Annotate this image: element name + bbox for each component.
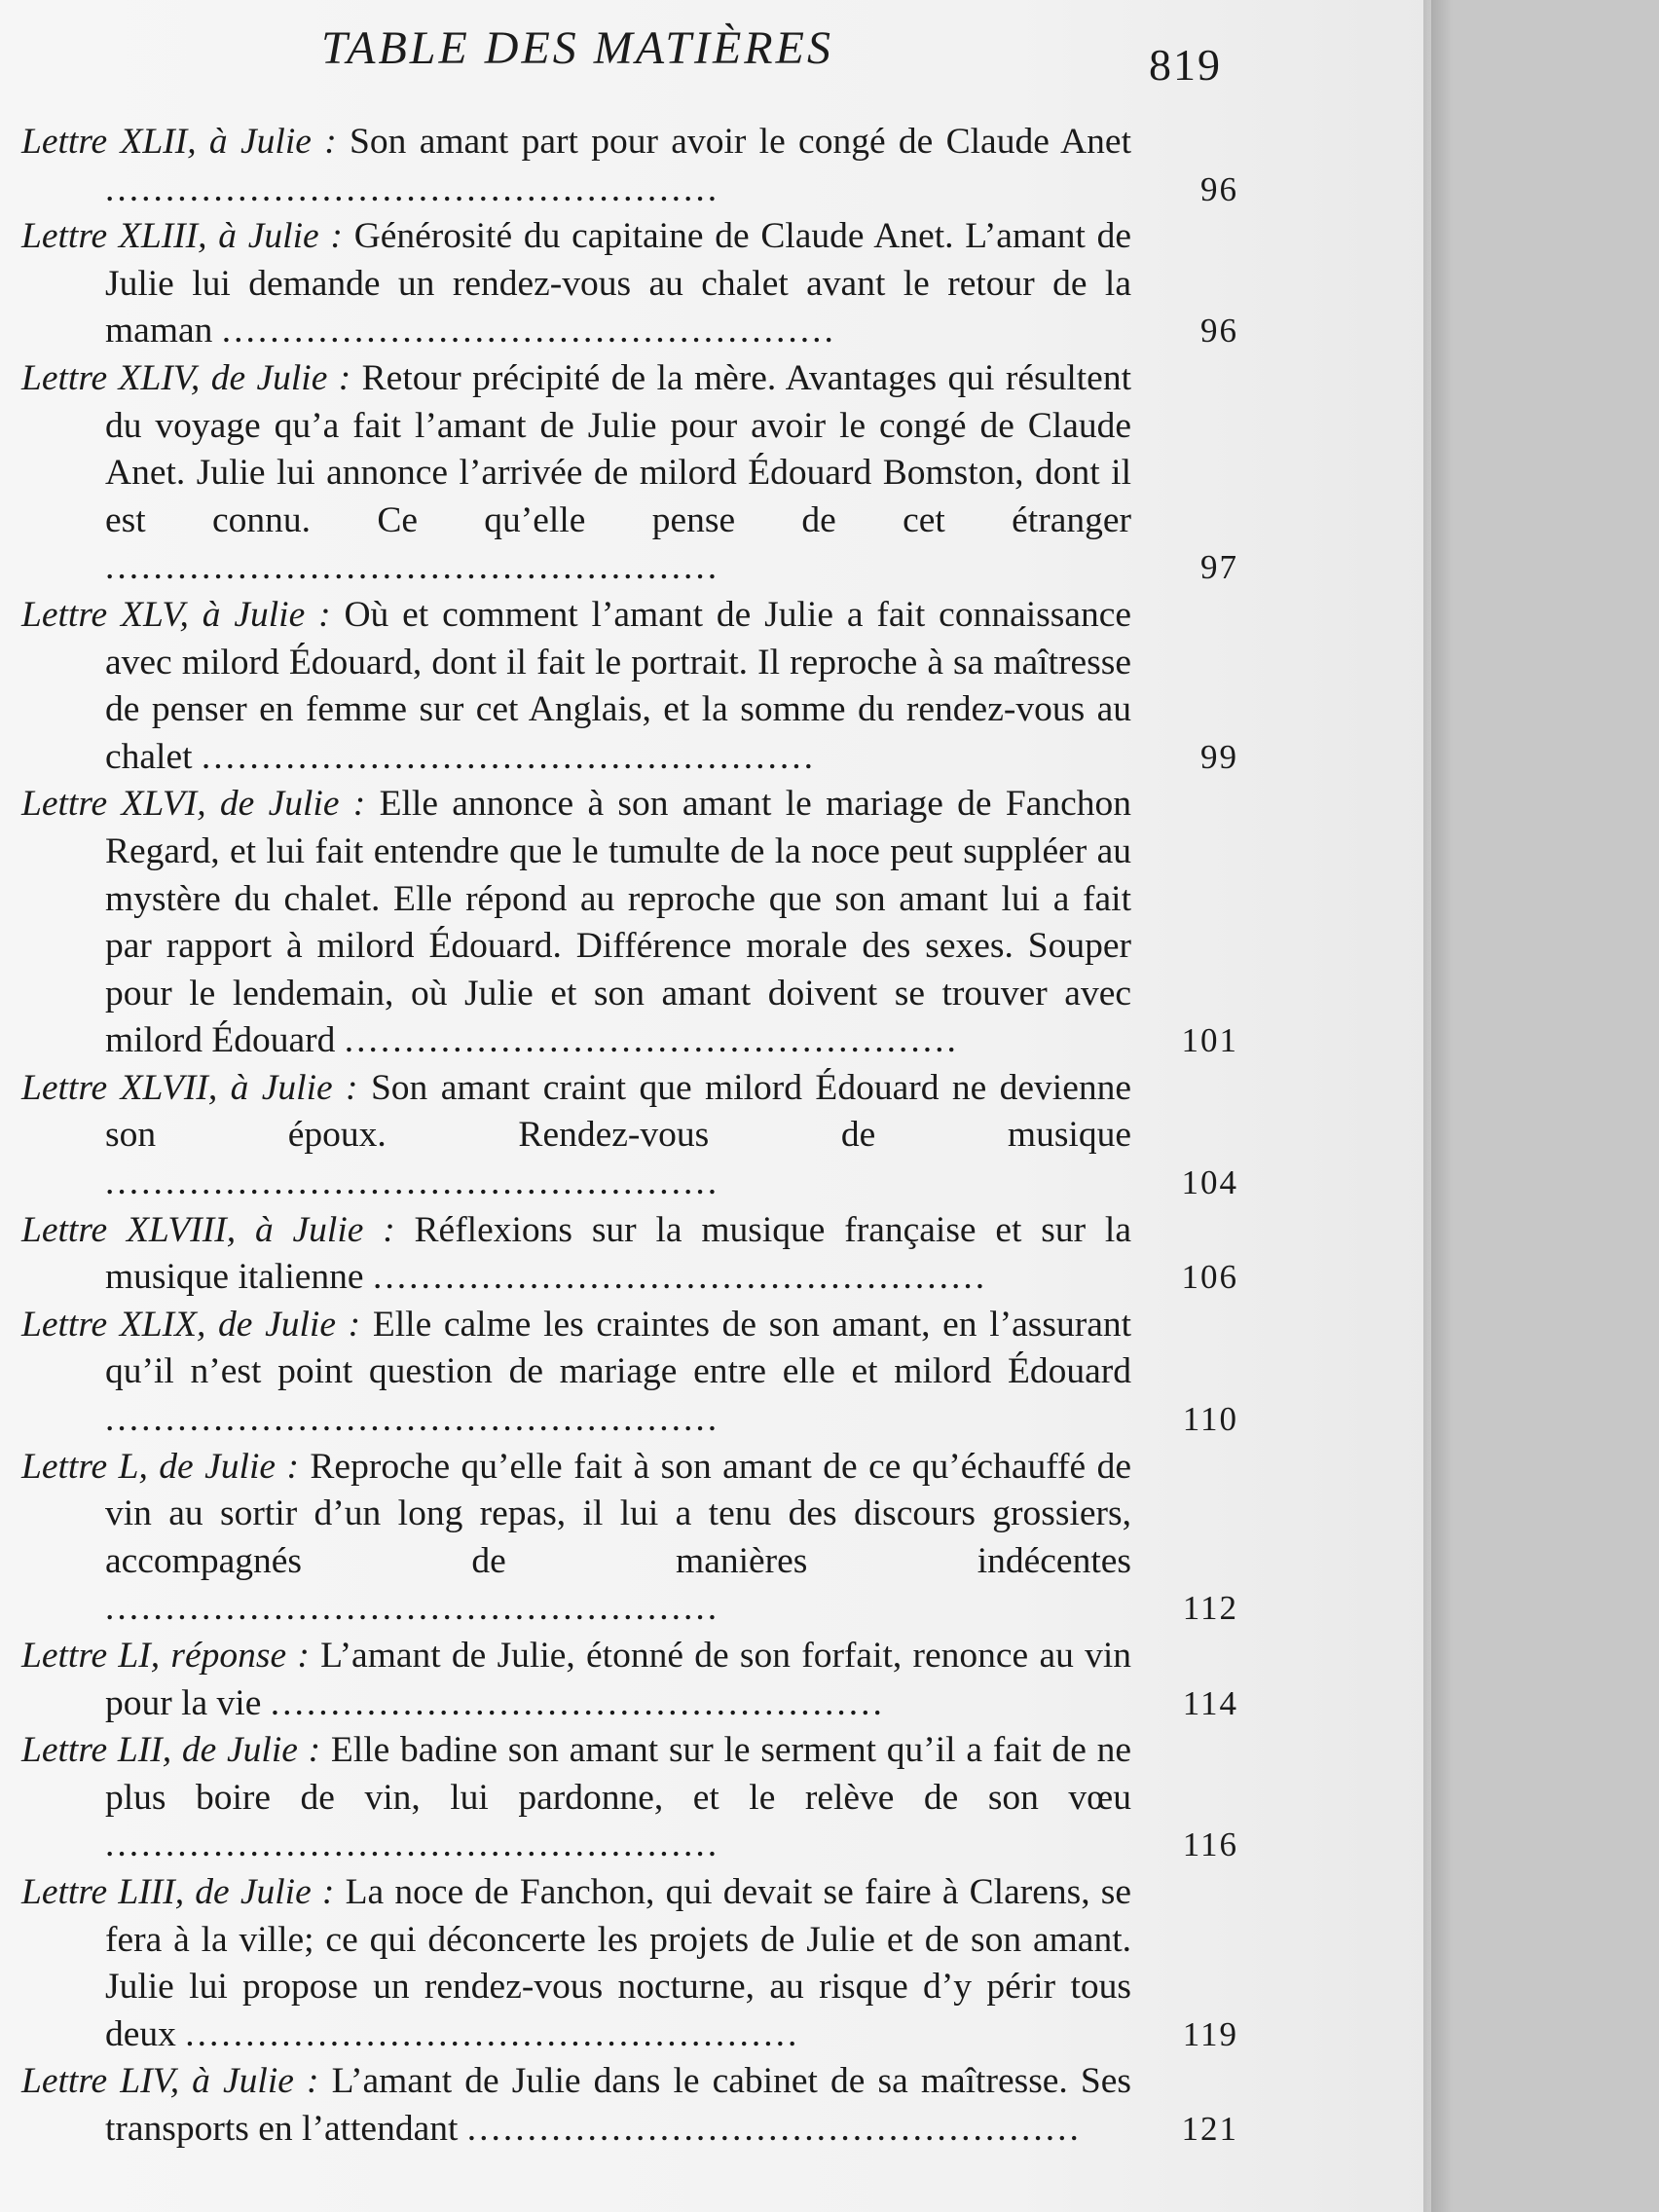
entry-label: Lettre XLV, à Julie : (21, 594, 331, 635)
entry-page: 97 (1200, 548, 1238, 587)
entry-page: 121 (1181, 2109, 1238, 2148)
entry-text: Retour précipité de la mère. Avantages qui résultent du voyage qu’a fait l’amant de Julie pour avoir le congé de Claude Anet. Julie lui annonce l’arrivée de milord Édouard Bomston, dont il est connu. Ce qu’elle pense de cet étranger (105, 357, 1131, 540)
page-header (0, 21, 1431, 90)
table-of-contents (21, 119, 1238, 2154)
dot-leader: ................................................... (185, 2013, 800, 2054)
entry-text: Elle calme les craintes de son amant, en l’assurant qu’il n’est point question de mariage entre elle et milord Édouard (105, 1304, 1132, 1392)
toc-entry (21, 355, 1238, 592)
entry-page: 106 (1181, 1258, 1238, 1297)
entry-page: 110 (1182, 1400, 1238, 1439)
background-right (1431, 0, 1659, 2212)
entry-label: Lettre L, de Julie : (21, 1446, 299, 1487)
entry-label: Lettre LI, réponse : (21, 1636, 310, 1676)
dot-leader: ................................................... (344, 1020, 959, 1061)
entry-text: Où et comment l’amant de Julie a fait connaissance avec milord Édouard, dont il fait le portrait. Il reproche à sa maîtresse de penser en femme sur cet Anglais, et la somme du rendez-vous au chalet (105, 594, 1131, 777)
dot-leader: ................................................... (372, 1257, 988, 1298)
entry-label: Lettre XLIII, à Julie : (21, 216, 343, 257)
entry-label: Lettre XLVI, de Julie : (21, 784, 366, 825)
entry-label: Lettre XLII, à Julie : (21, 122, 337, 162)
dot-leader: ................................................... (201, 736, 817, 777)
dot-leader: ................................................... (221, 311, 836, 351)
toc-entry (21, 1444, 1238, 1633)
dot-leader: ................................................... (105, 1399, 720, 1440)
entry-text: Son amant craint que milord Édouard ne devienne son époux. Rendez-vous de musique (105, 1067, 1131, 1156)
toc-entry (21, 781, 1238, 1065)
dot-leader: ................................................... (270, 1682, 885, 1723)
entry-text: Elle badine son amant sur le serment qu’il a fait de ne plus boire de vin, lui pardonne, et le relève de son vœu (105, 1730, 1131, 1818)
dot-leader: ................................................... (105, 547, 720, 588)
toc-entry (21, 1727, 1238, 1869)
toc-entry (21, 119, 1238, 213)
entry-label: Lettre XLIV, de Julie : (21, 357, 351, 398)
entry-text: Elle annonce à son amant le mariage de Fanchon Regard, et lui fait entendre que le tumulte de la noce peut suppléer au mystère du chalet. Elle répond au reproche que son amant lui a fait par rapport à milord Édouard. Différence morale des sexes. Souper pour le lendemain, où Julie et son amant doivent se trouver avec milord Édouard (105, 784, 1131, 1061)
toc-entry (21, 2058, 1238, 2153)
entry-text: L’amant de Julie, étonné de son forfait, renonce au vin pour la vie (105, 1636, 1131, 1723)
entry-text: Son amant part pour avoir le congé de Claude Anet (350, 122, 1131, 162)
dot-leader: ................................................... (105, 1825, 720, 1865)
entry-page: 99 (1200, 737, 1238, 776)
dot-leader: ................................................... (105, 1588, 720, 1629)
dot-leader: ................................................... (466, 2108, 1082, 2149)
entry-label: Lettre LIV, à Julie : (21, 2061, 319, 2102)
entry-page: 96 (1200, 169, 1238, 208)
page-number: 819 (1149, 40, 1222, 90)
entry-page: 116 (1182, 1825, 1238, 1864)
dot-leader: ................................................... (105, 1162, 720, 1203)
entry-label: Lettre LIII, de Julie : (21, 1871, 335, 1912)
toc-entry (21, 213, 1238, 355)
toc-entry (21, 1065, 1238, 1207)
toc-entry (21, 1633, 1238, 1727)
running-head-title: TABLE DES MATIÈRES (321, 22, 833, 74)
toc-entry (21, 1302, 1238, 1444)
entry-label: Lettre XLVII, à Julie : (21, 1067, 358, 1108)
entry-page: 104 (1181, 1163, 1238, 1202)
page-edge-shadow (1423, 0, 1453, 2212)
entry-page: 112 (1182, 1589, 1238, 1628)
entry-label: Lettre XLIX, de Julie : (21, 1304, 361, 1345)
entry-text: L’amant de Julie dans le cabinet de sa maîtresse. Ses transports en l’attendant (105, 2061, 1131, 2149)
entry-text: Générosité du capitaine de Claude Anet. L’amant de Julie lui demande un rendez-vous au chalet avant le retour de la maman (105, 216, 1132, 351)
entry-label: Lettre LII, de Julie : (21, 1730, 321, 1771)
entry-text: Reproche qu’elle fait à son amant de ce qu’échauffé de vin au sortir d’un long repas, il lui a tenu des discours grossiers, accompagnés de manières indécentes (105, 1446, 1131, 1581)
entry-text: Réflexions sur la musique française et sur la musique italienne (105, 1209, 1131, 1298)
dot-leader: ................................................... (105, 168, 720, 209)
entry-page: 101 (1181, 1021, 1238, 1060)
entry-page: 96 (1200, 312, 1238, 350)
toc-entry (21, 592, 1238, 781)
entry-label: Lettre XLVIII, à Julie : (21, 1209, 395, 1250)
toc-entry (21, 1869, 1238, 2058)
entry-page: 114 (1182, 1683, 1238, 1722)
toc-entry (21, 1207, 1238, 1302)
entry-text: La noce de Fanchon, qui devait se faire à Clarens, se fera à la ville; ce qui déconcerte les projets de Julie et de son amant. Julie lui propose un rendez-vous nocturne, au risque d’y périr tous deux (105, 1871, 1132, 2054)
entry-page: 119 (1182, 2014, 1238, 2053)
